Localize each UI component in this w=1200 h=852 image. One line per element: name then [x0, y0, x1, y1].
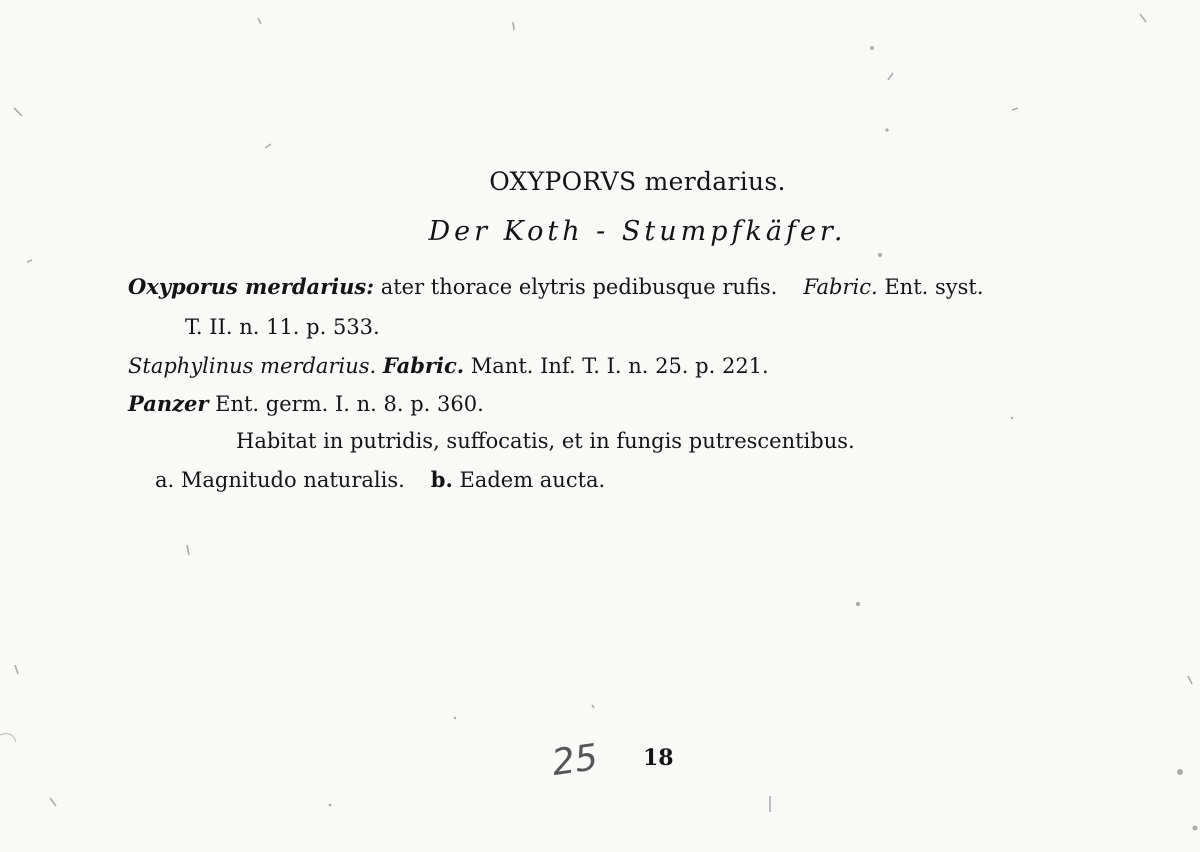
author-name: Panzer [128, 391, 209, 416]
synonymy-line-2 [185, 313, 380, 341]
figure-a-text: Magnitudo naturalis. [180, 468, 405, 492]
reference-text: T. II. n. 11. p. 533. [185, 315, 380, 339]
figure-b-label: b. [430, 467, 453, 492]
synonym-name: Staphylinus merdarius. [128, 354, 377, 378]
diagnosis-text: ater thorace elytris pedibusque rufis. [380, 275, 778, 299]
page-number: 18 [643, 745, 674, 771]
species-title [0, 168, 1200, 196]
habitat-text: Habitat in putridis, suffocatis, et in fungis putrescentibus. [236, 429, 855, 453]
species-name: merdarius. [644, 167, 786, 196]
reference-text: Mant. Inf. T. I. n. 25. p. 221. [470, 354, 769, 378]
author-name: Fabric. [382, 353, 465, 378]
figure-b-text: Eadem aucta. [459, 468, 606, 492]
genus-name: OXYPORVS [489, 167, 637, 196]
german-common-name: Der Koth - Stumpfkäfer. [428, 216, 847, 247]
reference-text: Ent. syst. [884, 275, 984, 299]
synonymy-line-4 [128, 390, 484, 418]
synonymy-line-3 [128, 352, 769, 380]
synonym-name: Oxyporus merdarius: [128, 274, 374, 299]
figure-legend [155, 466, 605, 494]
author-name: Fabric. [803, 275, 878, 299]
handwritten-number: 25 [549, 737, 601, 784]
reference-text: Ent. germ. I. n. 8. p. 360. [215, 392, 484, 416]
synonymy-line-1 [128, 273, 984, 301]
figure-a-label: a. [155, 468, 175, 492]
